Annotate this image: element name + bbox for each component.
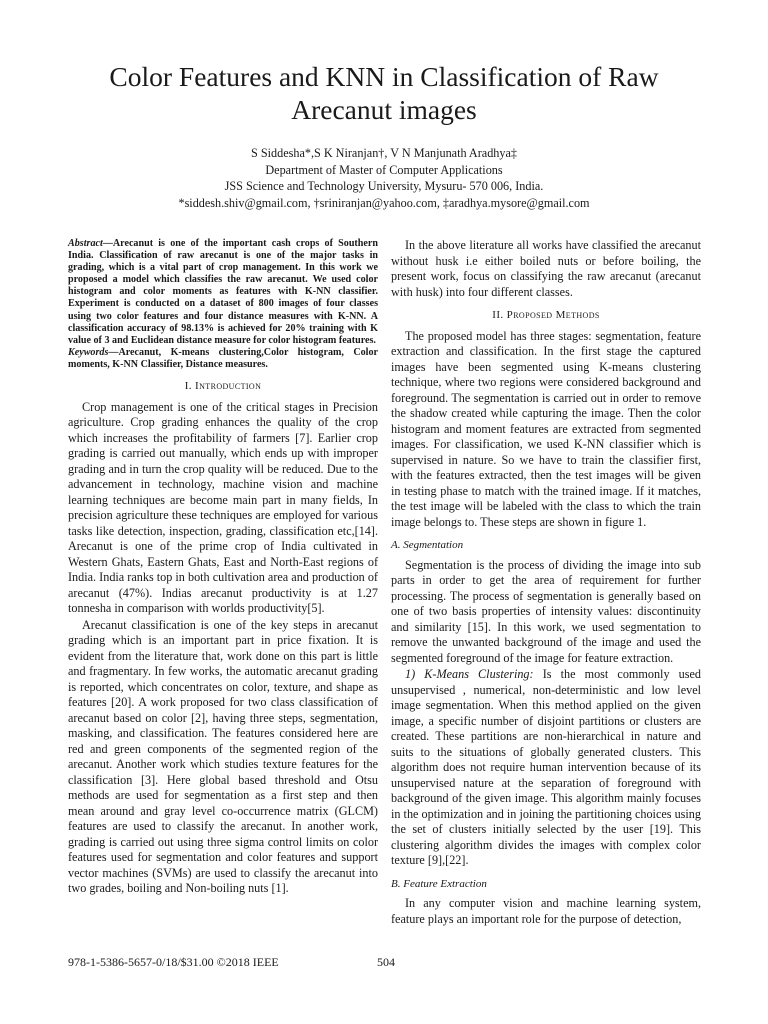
literature-summary-paragraph: In the above literature all works have classified the arecanut without husk i.e either boiled nuts or before boiling, the present work, focus on classifying the raw arecanut (arecanut with husk) into four different classes.	[391, 238, 701, 299]
author-university: JSS Science and Technology University, Mysuru- 570 006, India.	[224, 179, 544, 193]
section-heading-proposed-methods: II. Proposed Methods	[492, 309, 600, 321]
keywords-text: —Arecanut, K-means clustering,Color histogram, Color moments, K-NN Classifier, Distance measures.	[68, 346, 378, 370]
title-line-1: Color Features and KNN in Classification of Raw	[109, 61, 659, 92]
segmentation-paragraph: Segmentation is the process of dividing the image into sub parts in order to get the area of requirement for further processing. The process of segmentation is generally based on one of two basis properties of intensity values: discontinuity and similarity [15]. In this work, we used segmentation to remove the unwanted background of the image and used the segmented foreground of the image for feature extraction.	[391, 557, 701, 665]
footer-isbn: 978-1-5386-5657-0/18/$31.00 ©2018 IEEE	[68, 955, 279, 969]
feature-extraction-paragraph: In any computer vision and machine learning system, feature plays an important role for the purpose of detection,	[391, 896, 701, 926]
kmeans-label: 1) K-Means Clustering:	[405, 667, 534, 681]
right-column	[391, 238, 701, 928]
author-emails: *siddesh.shiv@gmail.com, †sriniranjan@yahoo.com, ‡aradhya.mysore@gmail.com	[178, 195, 590, 210]
left-column	[68, 238, 378, 898]
author-block	[40, 145, 728, 211]
subsection-heading-segmentation: A. Segmentation	[391, 539, 464, 551]
subsection-heading-feature-extraction: B. Feature Extraction	[391, 877, 487, 890]
proposed-methods-paragraph: The proposed model has three stages: segmentation, feature extraction and classification. In the first stage the captured images have been segmented using K-means clustering technique, where two regions were considered background and foreground. The segmentation is carried out in order to remove the shadow created while capturing the image. Then the color histogram and moment features are extracted from segmented images. For classification, we used K-NN classifier which is supervised in nature. So we have to train the classifier first, with the features extracted, then the test images will be given in testing phase to match with the trained image. If it matches, the test image will be labeled with the class to which the train image belongs to. These steps are shown in figure 1.	[391, 328, 701, 529]
abstract-text: —Arecanut is one of the important cash crops of Southern India. Classification of raw arecanut is one of the major tasks in grading, which is a vital part of crop management. In this work we proposed a model which classifies the raw arecanut. We used color histogram and color moments as features with K-NN classifier. Experiment is conducted on a dataset of 800 images of four classes using two color features and four distance measures with K-NN. A classification accuracy of 98.13% is achieved for 20% training with K value of 3 and Euclidean distance measure for color histogram features.	[68, 238, 378, 346]
page-number: 504	[377, 955, 395, 969]
abstract-label: Abstract	[68, 238, 103, 249]
keywords-label: Keywords	[68, 346, 109, 358]
kmeans-text: Is the most commonly used unsupervised , numerical, non-deterministic and low level image segmentation. When this method applied on the given image, a specific number of disjoint partitions or clusters are created. These partitions are non-hierarchical in nature and suits to the situations of globally generated clusters. This algorithm does not require human intervention because of its unsupervised nature at the separation of foreground with background of the given image. This algorithm mainly focuses in the optimization and in joining the partitioning choices using the set of clusters initially selected by the user [19]. This clustering algorithm divides the images with complex color texture [9],[22].	[391, 667, 701, 867]
intro-paragraph-1: Crop management is one of the critical stages in Precision agriculture. Crop grading enhances the quality of the crop which increases the profitability of farmers [7]. Earlier crop grading is carried out manually, which ends up with improper grading and in turn the crop quality will be reduced. Due to the advancement in technology, machine vision and machine learning techniques are become main part in many fields, In precision agriculture these techniques are employed for various tasks like detection, inspection, grading, classification etc,[14]. Arecanut is one of the prime crop of India cultivated in Western Ghats, Eastern Ghats, East and North-East regions of India. India ranks top in both cultivation area and production of arecanut (47%). Indias arecanut productivity is at 1.27 tonnesha in comparison with worlds productivity[5].	[68, 399, 378, 616]
author-department: Department of Master of Computer Applications	[265, 162, 503, 177]
author-names: S Siddesha*,S K Niranjan†, V N Manjunath Aradhya‡	[251, 146, 517, 160]
abstract	[68, 238, 378, 371]
intro-paragraph-2: Arecanut classification is one of the key steps in arecanut grading which is an important part in price fixation. It is evident from the literature that, work done on this part is little and fragmentary. In few works, the automatic arecanut grading is reported, which concentrates on color, texture, and shape as features [20]. A work proposed for two class classification of arecanut based on color [2], having three steps, segmentation, masking, and classification. The features considered here are red and green components of the segmented region of the arecanut. Another work which studies texture features for the classification [3]. Here global based threshold and Otsu methods are used for segmentation as a first step and then mean around and gray level co-occurrence matrix (GLCM) features are used to classify the arecanut. In another work, grading is carried out using three sigma control limits on color features used for segmentation and color features and support vector machines (SVMs) are used to classify the arecanut into two grades, boiling and Non-boiling nuts [1].	[68, 617, 378, 896]
paper-title	[40, 60, 728, 126]
title-line-2: Arecanut images	[291, 94, 477, 125]
kmeans-paragraph	[391, 667, 701, 869]
section-heading-introduction: I. Introduction	[184, 380, 262, 393]
